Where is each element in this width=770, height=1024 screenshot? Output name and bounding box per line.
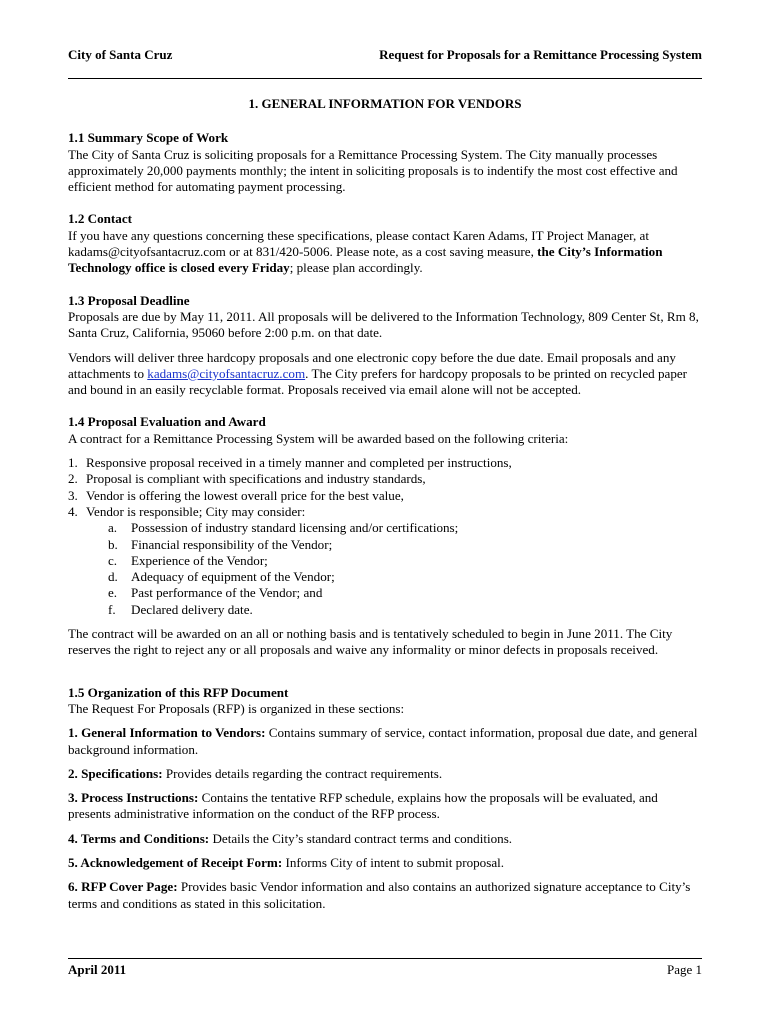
section-1-4-intro: A contract for a Remittance Processing System will be awarded based on the following criteria: [68,430,569,446]
list-text: Proposal is compliant with specifications and industry standards, [86,471,426,487]
list-text: Past performance of the Vendor; and [131,585,323,601]
section-1-1-heading: 1.1 Summary Scope of Work [68,130,229,146]
list-text: Experience of the Vendor; [131,552,268,568]
page-footer [68,962,702,980]
page-number: Page 1 [666,962,702,977]
rfp-section-item [68,831,702,847]
list-item [86,602,702,618]
section-1-3-text: Proposals are due by May 11, 2011. All proposals will be delivered to the Information Technology, 809 Center St, Rm 8, Santa Cruz, California, 95060 before 2:00 p.m. on that date. [68,308,699,341]
rfp-section-text: Contains the tentative RFP schedule, explains how the proposals will be evaluated, and presents administrative information on the conduct of the RFP process. [68,790,658,822]
email-link[interactable]: kadams@cityofsantacruz.com [147,365,306,381]
list-text: Financial responsibility of the Vendor; [131,536,333,552]
list-item [86,520,702,536]
section-1-4 [68,414,702,658]
list-item [86,585,702,601]
rfp-section-item [68,879,702,912]
list-letter: c. [108,552,118,568]
list-item [68,488,702,504]
contact-text-tail: ; please plan accordingly. [289,260,423,276]
section-1-5-intro: The Request For Proposals (RFP) is organized in these sections: [68,700,405,716]
contact-friday-notice: the City’s Information Technology office is closed every Friday [68,244,663,276]
section-1-3 [68,293,702,399]
rfp-section-text: Provides basic Vendor information and also contains an authorized signature acceptance to City’s terms and conditions as stated in this solicitation. [68,879,691,911]
list-text: Possession of industry standard licensing and/or certifications; [131,520,459,536]
rfp-section-text: Contains summary of service, contact information, proposal due date, and general background information. [68,725,698,757]
section-1-3-text-2 [68,350,702,399]
list-item [68,455,702,471]
rfp-section-label: 2. Specifications: [68,765,163,781]
page-body [68,96,702,928]
page-header [68,47,702,67]
section-1-4-heading: 1.4 Proposal Evaluation and Award [68,414,266,430]
section-1-2-heading: 1.2 Contact [68,211,133,227]
list-number: 2. [68,471,78,487]
criteria-list [68,455,702,618]
rfp-section-label: 4. Terms and Conditions: [68,830,210,846]
list-letter: b. [108,536,118,552]
list-item [86,553,702,569]
list-item [86,537,702,553]
rfp-section-text: Informs City of intent to submit proposal. [282,854,505,870]
subcriteria-list [86,520,702,618]
header-document-title: Request for Proposals for a Remittance Processing System [379,47,702,62]
rfp-section-item [68,725,702,758]
list-number: 1. [68,455,78,471]
list-text: Adequacy of equipment of the Vendor; [131,569,335,585]
delivery-text-tail: . The City prefers for hardcopy proposals to be printed on recycled paper and bound in an easily recyclable format. Proposals received via email alone will not be accepted. [68,365,688,398]
list-number: 3. [68,487,78,503]
list-text: Responsive proposal received in a timely manner and completed per instructions, [86,455,512,471]
list-letter: f. [108,601,116,617]
list-letter: e. [108,585,118,601]
list-text: Vendor is offering the lowest overall price for the best value, [86,487,404,503]
section-1-2 [68,211,702,276]
section-1-4-closing: The contract will be awarded on an all or nothing basis and is tentatively scheduled to begin in June 2011. The City reserves the right to reject any or all proposals and waive any informality or minor defects in proposals received. [68,626,673,658]
rfp-section-label: 6. RFP Cover Page: [68,879,178,895]
list-letter: a. [108,520,118,536]
rfp-section-label: 3. Process Instructions: [68,790,199,806]
rfp-section-text: Details the City’s standard contract terms and conditions. [209,830,513,846]
header-org: City of Santa Cruz [68,47,173,62]
footer-rule [68,958,702,959]
rfp-section-label: 5. Acknowledgement of Receipt Form: [68,854,283,870]
list-letter: d. [108,569,118,585]
rfp-section-item [68,766,702,782]
list-item [68,471,702,487]
rfp-section-item [68,790,702,823]
list-item [86,569,702,585]
rfp-section-text: Provides details regarding the contract requirements. [162,765,443,781]
section-1-2-text [68,228,702,277]
section-1-5-heading: 1.5 Organization of this RFP Document [68,684,289,700]
header-rule [68,78,702,79]
section-1-1 [68,130,702,195]
rfp-section-item [68,855,702,871]
list-text: Declared delivery date. [131,601,253,617]
section-1-3-heading: 1.3 Proposal Deadline [68,292,190,308]
section-1-1-text: The City of Santa Cruz is soliciting proposals for a Remittance Processing System. The City manually processes approximately 20,000 payments monthly; the intent in soliciting proposals is to indentify the most cost effective and efficient method for automating payment processing. [68,146,678,195]
rfp-section-label: 1. General Information to Vendors: [68,725,266,741]
delivery-text: Vendors will deliver three hardcopy proposals and one electronic copy before the due date. Email proposals and any attachments to [68,349,676,381]
footer-date: April 2011 [68,962,127,977]
list-number: 4. [68,503,78,519]
contact-text: If you have any questions concerning these specifications, please contact Karen Adams, IT Project Manager, at kadams@cityofsantacruz.com or at 831/420-5006. Please note, as a cost saving measure, [68,227,649,260]
list-item [68,504,702,618]
section-1-5 [68,685,702,912]
section-title: 1. GENERAL INFORMATION FOR VENDORS [248,96,522,111]
list-text: Vendor is responsible; City may consider: [86,503,306,519]
